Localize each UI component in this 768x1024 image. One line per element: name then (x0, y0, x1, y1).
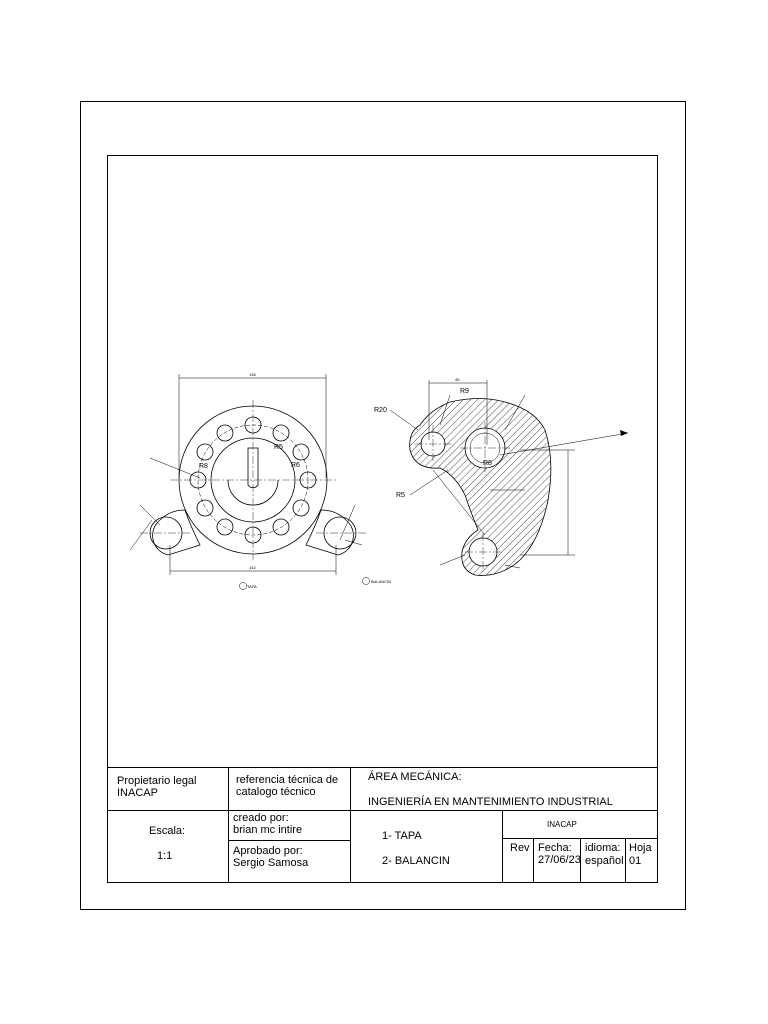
balancin-view (363, 380, 629, 585)
balancin-caption: BALANCIN (371, 579, 392, 584)
tapa-dim-bottom: 142 (249, 565, 256, 570)
sheet-value: 01 (629, 855, 642, 867)
institution: INACAP (547, 820, 577, 829)
arrow-head (620, 430, 628, 436)
tapa-dim-top: 136 (249, 372, 256, 377)
balancin-dim-top: 45 (455, 377, 460, 382)
tapa-labels (199, 372, 300, 589)
balancin-radius-r5: R5 (396, 492, 405, 499)
balancin-radius-r20: R20 (374, 407, 387, 414)
created-label: creado por: (233, 812, 289, 824)
language-value: español (585, 855, 624, 867)
tapa-radius-r6: R6 (291, 462, 300, 469)
tapa-radius-r5: R5 (274, 444, 283, 451)
part-1: 1- TAPA (382, 830, 422, 842)
balancin-caption-marker (363, 578, 370, 585)
language-label: idioma: (585, 842, 621, 854)
tapa-radius-r8: R8 (199, 463, 208, 470)
sheet-label: Hoja (629, 842, 652, 854)
balancin-radius-r9: R9 (460, 388, 469, 395)
part-2: 2- BALANCIN (382, 855, 450, 867)
owner-label: Propietario legal (117, 775, 197, 787)
created-value: brian mc intire (233, 824, 303, 836)
area-label: ÁREA MECÁNICA: (368, 771, 462, 783)
scale-label: Escala: (149, 825, 186, 837)
tapa-left-foot (153, 510, 200, 555)
scale-value: 1:1 (157, 850, 173, 862)
tapa-centerlines (140, 400, 366, 560)
tapa-view (130, 374, 366, 590)
balancin-radius-r8: R8 (483, 460, 492, 467)
date-label: Fecha: (538, 842, 572, 854)
reference-line1: referencia técnica de (236, 774, 339, 786)
owner-value: INACAP (117, 787, 158, 799)
approved-label: Aprobado por: (233, 845, 303, 857)
tapa-right-foot (306, 510, 353, 555)
reference-line2: catalogo técnico (236, 786, 316, 798)
tapa-caption-marker (240, 583, 247, 590)
department: INGENIERÍA EN MANTENIMIENTO INDUSTRIAL (368, 796, 613, 808)
tapa-dimensions (130, 374, 362, 575)
rev-label: Rev (510, 842, 530, 854)
tapa-caption: TAPA (247, 584, 257, 589)
approved-value: Sergio Samosa (233, 857, 309, 869)
date-value: 27/06/23 (538, 854, 581, 866)
